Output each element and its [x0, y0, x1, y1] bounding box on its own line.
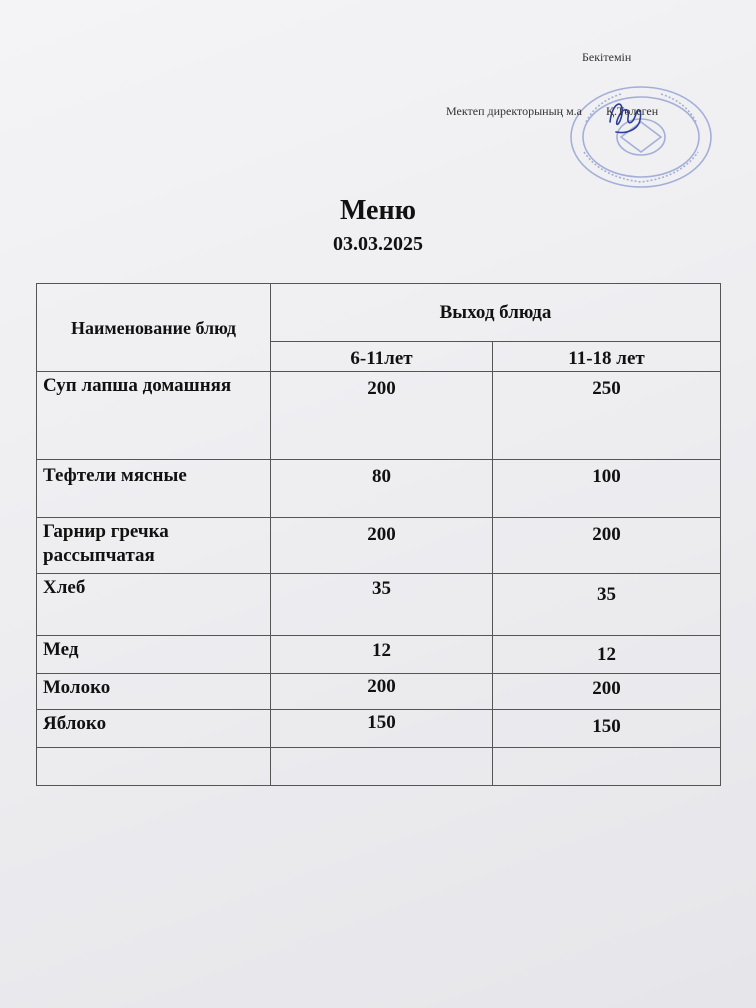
header-age-11-18: 11-18 лет	[493, 342, 721, 372]
portion-11-18: 200	[493, 674, 721, 710]
table-row	[37, 460, 721, 518]
dish-name: Гарнир гречка рассыпчатая	[37, 518, 271, 574]
director-label: Мектеп директорының м.а	[446, 104, 583, 118]
dish-name	[37, 748, 271, 786]
portion-11-18	[493, 748, 721, 786]
header-age-6-11: 6-11лет	[271, 342, 493, 372]
header-output: Выход блюда	[271, 284, 721, 342]
director-name: Қ.Төлеген	[606, 104, 659, 118]
portion-6-11: 80	[271, 460, 493, 518]
header-dish-name: Наименование блюд	[37, 284, 271, 372]
portion-6-11: 200	[271, 518, 493, 574]
dish-name: Яблоко	[37, 710, 271, 748]
menu-date: 03.03.2025	[333, 233, 423, 255]
approval-heading: Бекітемін	[582, 50, 632, 64]
header-row	[37, 284, 721, 342]
menu-table	[36, 283, 721, 786]
portion-11-18: 150	[493, 710, 721, 748]
portion-11-18: 100	[493, 460, 721, 518]
portion-6-11: 200	[271, 674, 493, 710]
portion-11-18: 35	[493, 574, 721, 636]
portion-11-18: 12	[493, 636, 721, 674]
table-row	[37, 518, 721, 574]
table-row	[37, 372, 721, 460]
table-row	[37, 636, 721, 674]
dish-name: Тефтели мясные	[37, 460, 271, 518]
table-row	[37, 574, 721, 636]
portion-11-18: 200	[493, 518, 721, 574]
dish-name: Молоко	[37, 674, 271, 710]
portion-6-11: 150	[271, 710, 493, 748]
portion-6-11	[271, 748, 493, 786]
table-row-empty	[37, 748, 721, 786]
page-title: Меню	[339, 195, 416, 226]
dish-name: Суп лапша домашняя	[37, 372, 271, 460]
portion-6-11: 12	[271, 636, 493, 674]
portion-11-18: 250	[493, 372, 721, 460]
portion-6-11: 200	[271, 372, 493, 460]
table-row	[37, 710, 721, 748]
dish-name: Хлеб	[37, 574, 271, 636]
portion-6-11: 35	[271, 574, 493, 636]
table-row	[37, 674, 721, 710]
dish-name: Мед	[37, 636, 271, 674]
director-line	[446, 104, 658, 119]
